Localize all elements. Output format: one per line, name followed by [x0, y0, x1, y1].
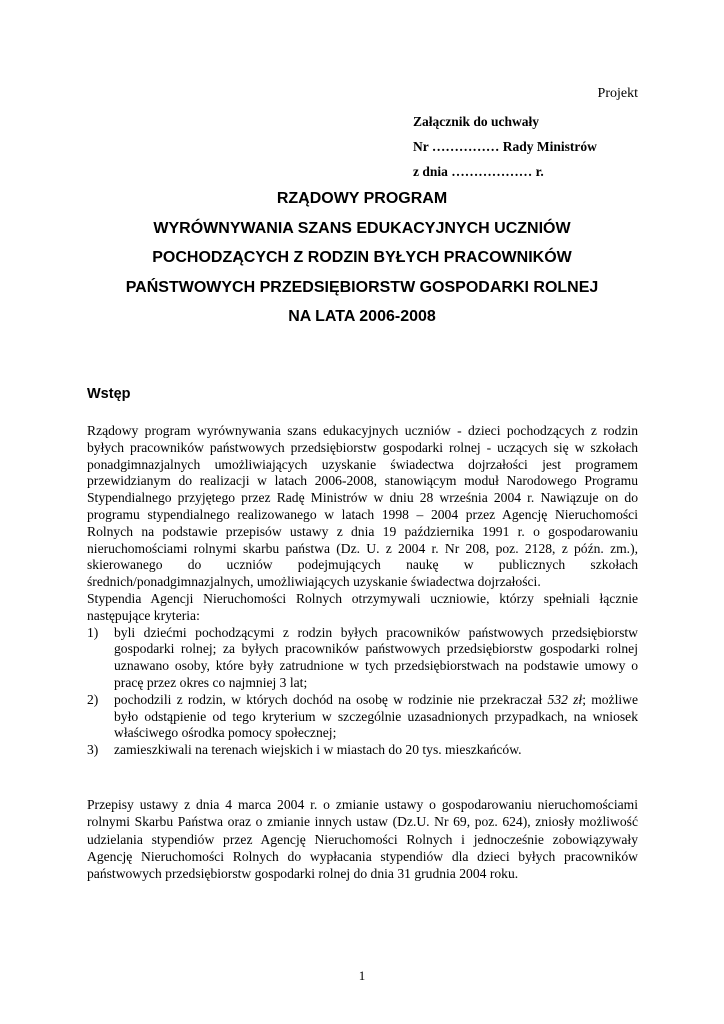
annex-line: Załącznik do uchwały — [413, 114, 540, 129]
annex-block — [413, 109, 597, 184]
list-item — [87, 742, 638, 759]
list-item-text: zamieszkiwali na terenach wiejskich i w miastach do 20 tys. mieszkańców. — [114, 742, 522, 758]
list-item-text-before: pochodzili z rodzin, w których dochód na osobę w rodzinie nie przekraczał — [114, 691, 548, 707]
page-number: 1 — [358, 968, 366, 983]
list-item-number: 2) — [87, 691, 99, 707]
title-line: RZĄDOWY PROGRAM — [276, 190, 448, 207]
main-text — [87, 423, 638, 759]
criteria-list — [87, 625, 638, 759]
closing-paragraph: Przepisy ustawy z dnia 4 marca 2004 r. o zmianie ustawy o gospodarowaniu nieruchomościami rolnymi Skarbu Państwa oraz o zmianie innych ustaw (Dz.U. Nr 69, poz. 624), zniosły możliwość udzielania stypendiów przez Agencję Nieruchomości Rolnych i jednocześnie zobowiązywały Agencję Nieruchomości Rolnych do wypłacania stypendiów dla dzieci byłych pracowników państwowych przedsiębiorstw gospodarki rolnej do dnia 31 grudnia 2004 roku. — [87, 797, 638, 882]
list-item — [87, 692, 638, 742]
intro-paragraph: Rządowy program wyrównywania szans edukacyjnych uczniów - dzieci pochodzących z rodzin byłych pracowników państwowych przedsiębiorstw gospodarki rolnej - uczących się w szkołach ponadgimnazjalnych umożliwiających uzyskanie świadectwa dojrzałości jest programem przewidzianym do realizacji w latach 2006-2008, stanowiącym moduł Narodowego Programu Stypendialnego przyjętego przez Radę Ministrów w dniu 28 września 2004 r. Nawiązuje on do programu stypendialnego realizowanego w latach 1998 – 2004 przez Agencję Nieruchomości Rolnych na podstawie przepisów ustawy z dnia 19 października 1991 r. o gospodarowaniu nieruchomościami rolnymi skarbu państwa (Dz. U. z 2004 r. Nr 208, poz. 2128, z późn. zm.), skierowanego do uczniów podejmujących naukę w publicznych szkołach średnich/ponadgimnazjalnych, umożliwiających uzyskanie świadectwa dojrzałości. — [87, 423, 638, 590]
title-line: WYRÓWNYWANIA SZANS EDUKACYJNYCH UCZNIÓW — [153, 219, 571, 237]
title-line: NA LATA 2006-2008 — [288, 308, 436, 325]
annex-date-line: z dnia ……………… r. — [413, 164, 544, 179]
title-line: PAŃSTWOWYCH PRZEDSIĘBIORSTW GOSPODARKI ROLNEJ — [125, 278, 599, 296]
annex-number-line: Nr …………… Rady Ministrów — [413, 139, 597, 154]
list-item — [87, 625, 638, 692]
project-label: Projekt — [597, 86, 638, 101]
document-title — [60, 184, 664, 332]
criteria-intro: Stypendia Agencji Nieruchomości Rolnych otrzymywali uczniowie, którzy spełniali łącznie następujące kryteria: — [87, 590, 638, 623]
list-item-number: 1) — [87, 624, 99, 640]
list-item-number: 3) — [87, 742, 99, 758]
title-line: POCHODZĄCYCH Z RODZIN BYŁYCH PRACOWNIKÓW — [152, 249, 572, 266]
list-item-text-after: ; możliwe było odstąpienie od tego kryterium w szczególnie uzasadnionych przypadkach, na wniosek właściwego ośrodka pomocy społecznej; — [114, 691, 638, 741]
income-limit: 532 zł — [547, 691, 583, 707]
section-heading: Wstęp — [87, 386, 131, 402]
list-item-text: byli dziećmi pochodzącymi z rodzin byłych pracowników państwowych przedsiębiorstw gospodarki rolnej; za byłych pracowników państwowych przedsiębiorstw gospodarki rolnej uznawano osoby, które były zatrudnione w tych przedsiębiorstwach na podstawie umowy o pracę przez okres co najmniej 3 lat; — [114, 624, 638, 690]
